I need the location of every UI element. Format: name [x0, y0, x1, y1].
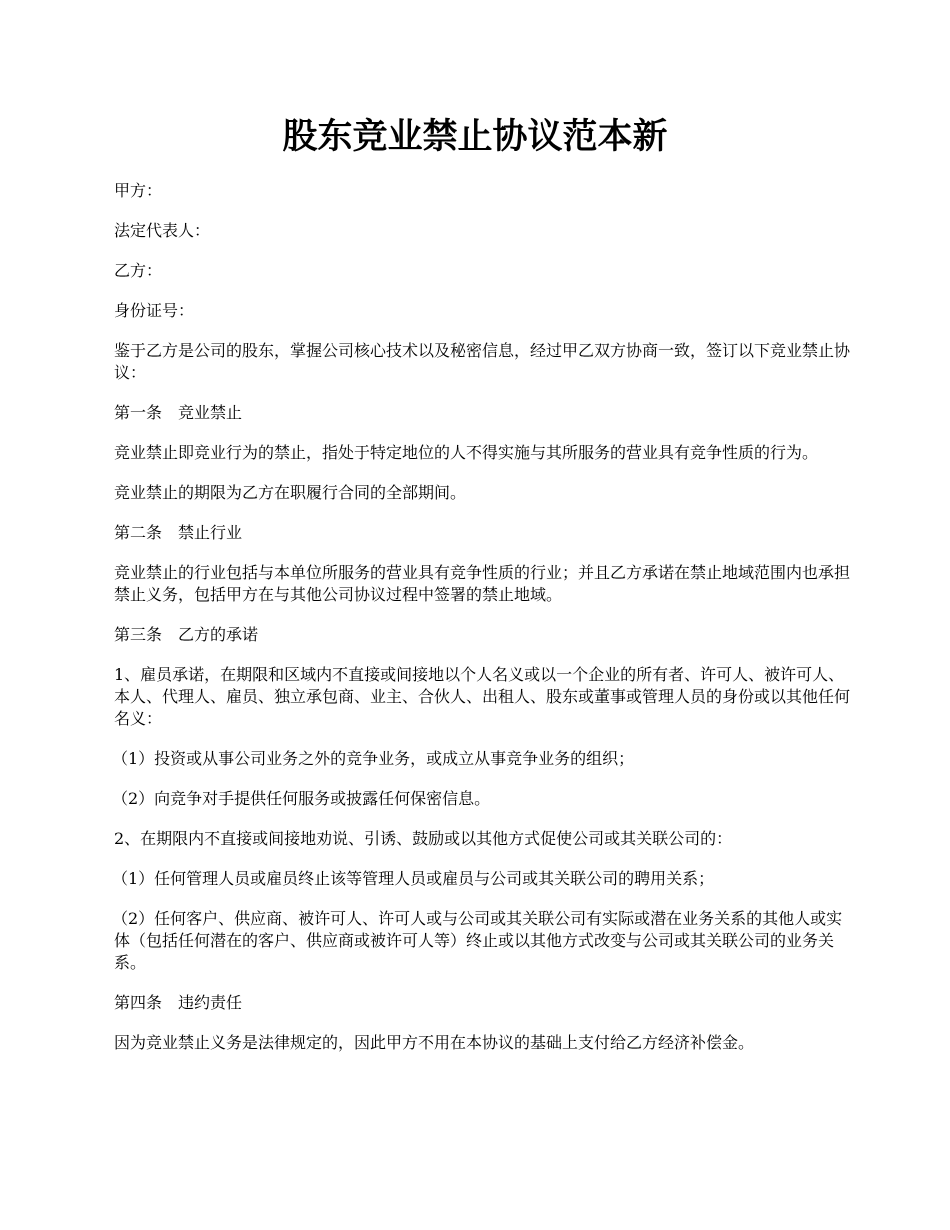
article-3-clause-1-item-2: （2）向竞争对手提供任何服务或披露任何保密信息。	[112, 789, 491, 808]
party-a-line: 甲方：	[114, 181, 163, 200]
article-1-heading: 第一条 竞业禁止	[114, 403, 243, 422]
article-3-clause-2-item-2: （2）任何客户、供应商、被许可人、许可人或与公司或其关联公司有实际或潜在业务关系的其他人或实体（包括任何潜在的客户、供应商或被许可人等）终止或以其他方式改变与公司或其关联公司的业务关系。	[112, 909, 843, 972]
article-1-paragraph-2: 竞业禁止的期限为乙方在职履行合同的全部期间。	[114, 483, 467, 502]
article-3-heading: 第三条 乙方的承诺	[114, 625, 259, 644]
id-number-line: 身份证号：	[114, 301, 195, 320]
article-2-paragraph: 竞业禁止的行业包括与本单位所服务的营业具有竞争性质的行业；并且乙方承诺在禁止地域范围内也承担禁止义务，包括甲方在与其他公司协议过程中签署的禁止地域。	[114, 563, 851, 604]
article-4-heading: 第四条 违约责任	[114, 993, 243, 1012]
party-b-line: 乙方：	[114, 261, 163, 280]
document-body	[114, 180, 852, 1072]
article-3-clause-2-item-1: （1）任何管理人员或雇员终止该等管理人员或雇员与公司或其关联公司的聘用关系；	[112, 869, 715, 888]
article-3-clause-2: 2、在期限内不直接或间接地劝说、引诱、鼓励或以其他方式促使公司或其关联公司的：	[114, 829, 733, 848]
article-2-heading: 第二条 禁止行业	[114, 523, 243, 542]
article-3-clause-1: 1、雇员承诺，在期限和区域内不直接或间接地以个人名义或以一个企业的所有者、许可人、被许可人、本人、代理人、雇员、独立承包商、业主、合伙人、出租人、股东或董事或管理人员的身份或以其他任何名义：	[114, 665, 851, 728]
document-title: 股东竞业禁止协议范本新	[282, 116, 668, 157]
legal-representative-line: 法定代表人：	[114, 221, 211, 240]
article-3-clause-1-item-1: （1）投资或从事公司业务之外的竞争业务，或成立从事竞争业务的组织；	[112, 749, 635, 768]
preamble-paragraph: 鉴于乙方是公司的股东，掌握公司核心技术以及秘密信息，经过甲乙双方协商一致，签订以下竞业禁止协议：	[114, 341, 851, 382]
article-4-paragraph: 因为竞业禁止义务是法律规定的，因此甲方不用在本协议的基础上支付给乙方经济补偿金。	[114, 1033, 755, 1052]
article-1-paragraph-1: 竞业禁止即竞业行为的禁止，指处于特定地位的人不得实施与其所服务的营业具有竞争性质的行为。	[114, 443, 819, 462]
